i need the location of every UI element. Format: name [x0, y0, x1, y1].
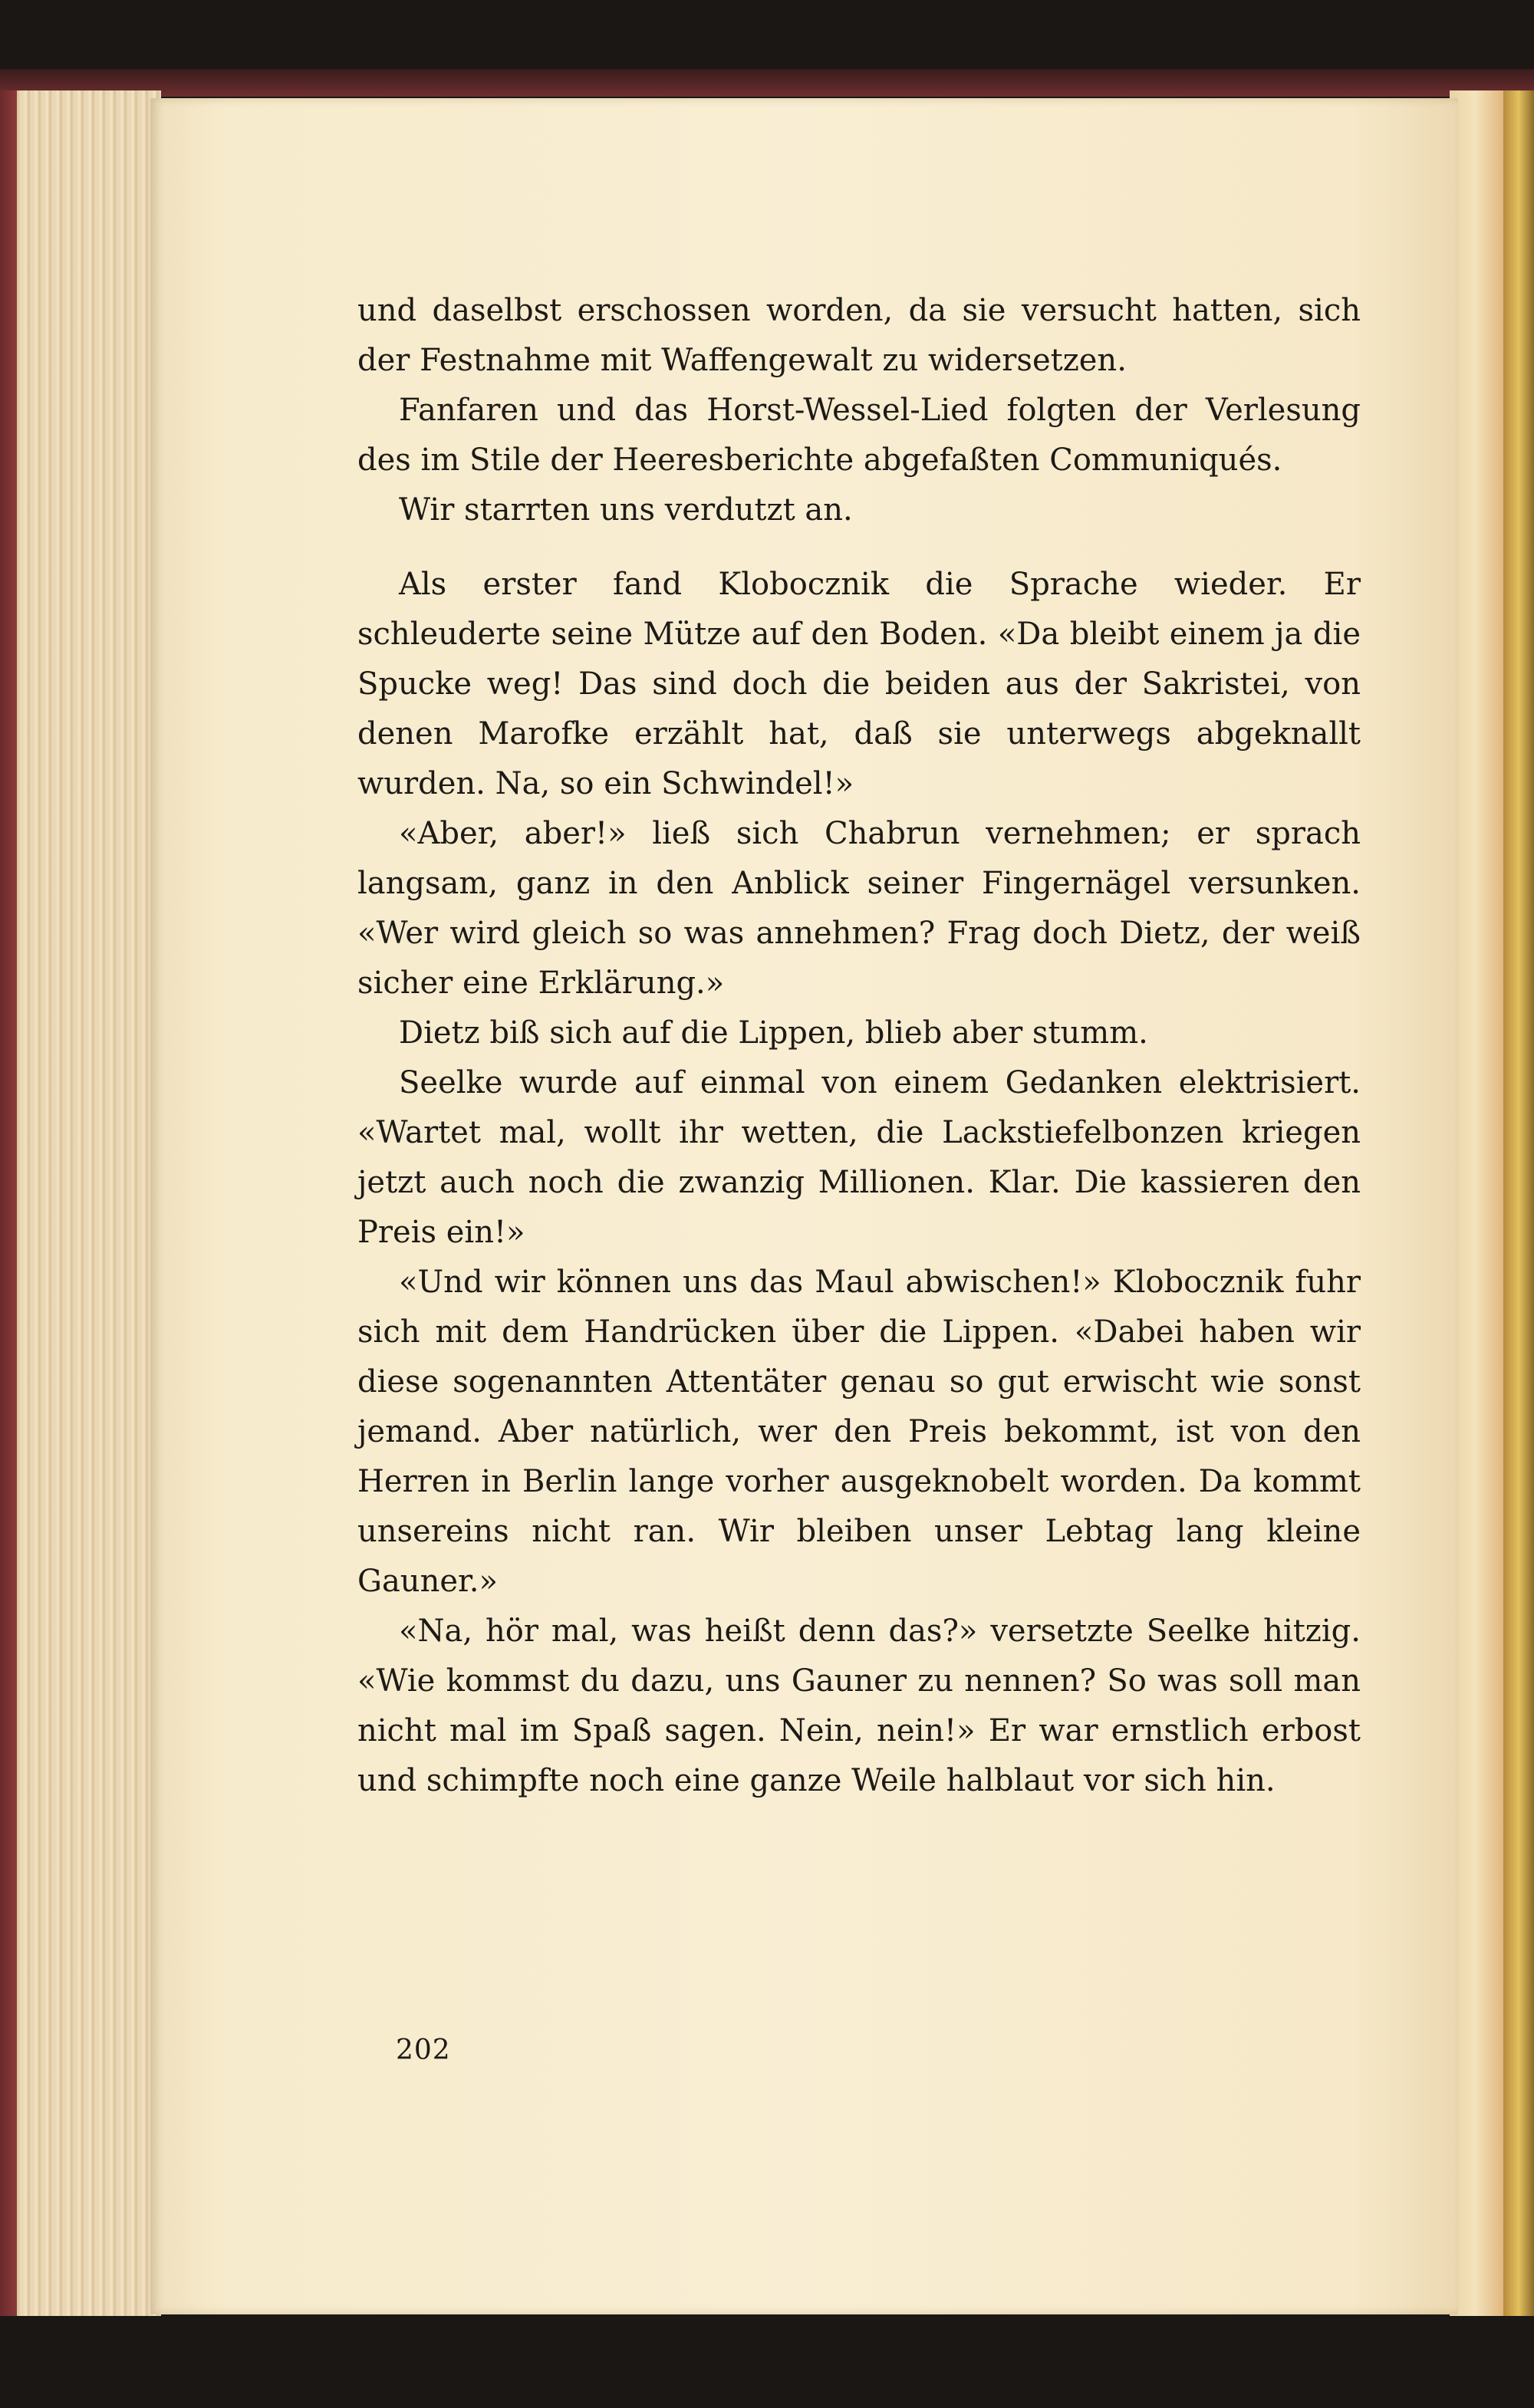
- paragraph: und daselbst erschossen worden, da sie versucht hatten, sich der Festnahme mit Waffengewalt zu widersetzen.: [357, 293, 1361, 378]
- cover-edge-bottom: [0, 2316, 1534, 2408]
- body-text: [357, 286, 1361, 1806]
- paragraph: Wir starrten uns verdutzt an.: [399, 492, 853, 528]
- paragraph: Dietz biß sich auf die Lippen, blieb aber stumm.: [399, 1015, 1148, 1051]
- paragraph: «Aber, aber!» ließ sich Chabrun vernehmen; er sprach langsam, ganz in den Anblick seiner Fingernägel versunken. «Wer wird gleich so was annehmen? Frag doch Dietz, der weiß sicher eine Erklärung.»: [357, 816, 1361, 1001]
- paragraph: Fanfaren und das Horst-Wessel-Lied folgten der Verlesung des im Stile der Heeresberichte abgefaßten Communiqués.: [357, 393, 1361, 478]
- paragraph: Seelke wurde auf einmal von einem Gedanken elektrisiert. «Wartet mal, wollt ihr wetten, die Lackstiefelbonzen kriegen jetzt auch noch die zwanzig Millionen. Klar. Die kassieren den Preis ein!»: [357, 1065, 1361, 1250]
- gilded-edge: [1503, 90, 1534, 2330]
- paragraph: Als erster fand Klobocznik die Sprache wieder. Er schleuderte seine Mütze auf den Boden. «Da bleibt einem ja die Spucke weg! Das sind doch die beiden aus der Sakristei, von denen Marofke erzählt hat, daß sie unterwegs abgeknallt wurden. Na, so ein Schwindel!»: [357, 567, 1361, 801]
- cover-edge-top: [0, 69, 1534, 97]
- page-number: 202: [396, 2035, 451, 2066]
- book-page: [150, 98, 1458, 2314]
- paragraph: «Und wir können uns das Maul abwischen!» Klobocznik fuhr sich mit dem Handrücken über die Lippen. «Dabei haben wir diese sogenannten Attentäter genau so gut erwischt wie sonst jemand. Aber natürlich, wer den Preis bekommt, ist von den Herren in Berlin lange vorher ausgeknobelt worden. Da kommt unsereins nicht ran. Wir bleiben unser Lebtag lang kleine Gauner.»: [357, 1265, 1361, 1599]
- paragraph: «Na, hör mal, was heißt denn das?» versetzte Seelke hitzig. «Wie kommst du dazu, uns Gauner zu nennen? So was soll man nicht mal im Spaß sagen. Nein, nein!» Er war ernstlich erbost und schimpfte noch eine ganze Weile halblaut vor sich hin.: [357, 1614, 1361, 1798]
- cover-edge-left: [0, 90, 17, 2330]
- page-stack-edge: [0, 90, 161, 2330]
